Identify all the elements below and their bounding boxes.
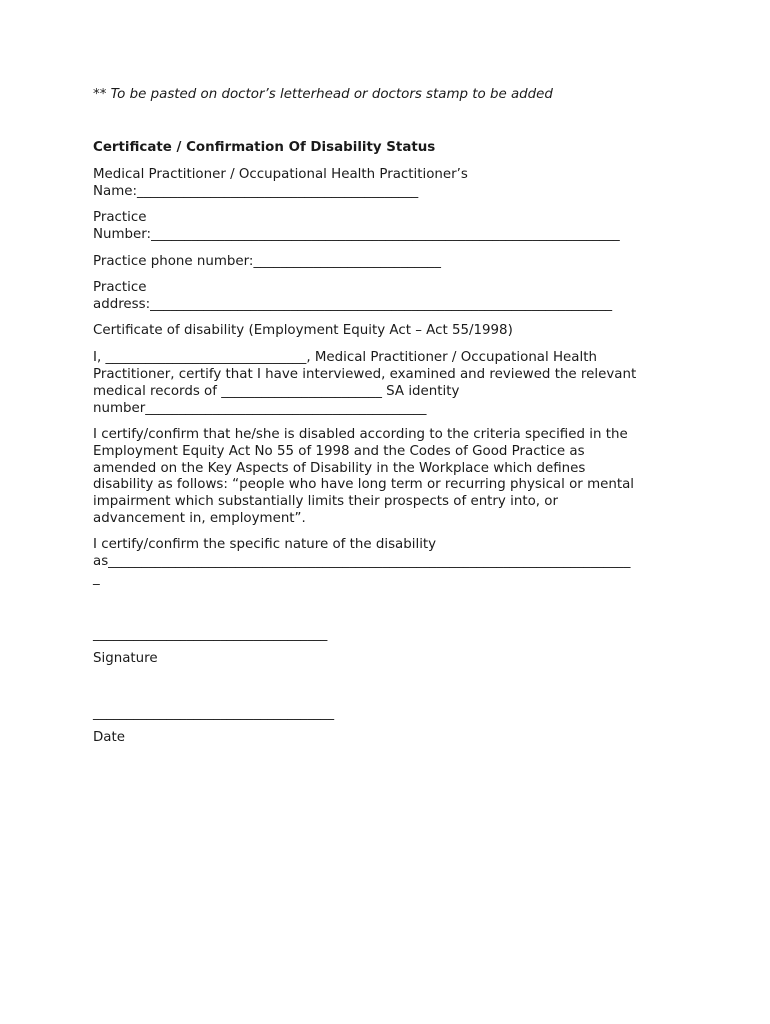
criteria-line: amended on the Key Aspects of Disability in the Workplace which defines [93,461,586,476]
criteria-line: disability as follows: “people who have long term or recurring physical or mental [93,477,635,492]
practice-number-label: Practice [93,210,147,225]
nature-field[interactable]: as______________________________________________________________________________ [93,554,631,569]
declaration-line: Practitioner, certify that I have interviewed, examined and reviewed the relevant [93,367,637,382]
signature-label: Signature [93,651,158,666]
document-title: Certificate / Confirmation Of Disability Status [93,140,436,155]
practitioner-name-field[interactable]: Name:__________________________________________ [93,184,419,199]
criteria-line: advancement in, employment”. [93,511,306,526]
declaration-line: number__________________________________________ [93,401,427,416]
date-label: Date [93,730,126,745]
letterhead-note: ** To be pasted on doctor’s letterhead or doctors stamp to be added [93,87,553,102]
practice-address-field[interactable]: address:_____________________________________________________________________ [93,297,613,312]
certificate-heading: Certificate of disability (Employment Equity Act – Act 55/1998) [93,323,513,338]
practitioner-name-label: Medical Practitioner / Occupational Health Practitioner’s [93,167,468,182]
practice-address-label: Practice [93,280,147,295]
criteria-line: I certify/confirm that he/she is disabled according to the criteria specified in the [93,427,628,442]
practice-number-field[interactable]: Number:______________________________________________________________________ [93,227,620,242]
practice-phone-field[interactable]: Practice phone number:____________________________ [93,254,441,269]
date-line[interactable]: ____________________________________ [93,706,335,721]
declaration-line: medical records of ________________________ SA identity [93,384,460,399]
declaration-line: I, ______________________________, Medical Practitioner / Occupational Health [93,350,597,365]
nature-field-continuation[interactable]: _ [93,571,100,586]
nature-label: I certify/confirm the specific nature of the disability [93,537,437,552]
criteria-line: impairment which substantially limits their prospects of entry into, or [93,494,558,509]
signature-line[interactable]: ___________________________________ [93,627,328,642]
criteria-line: Employment Equity Act No 55 of 1998 and the Codes of Good Practice as [93,444,585,459]
